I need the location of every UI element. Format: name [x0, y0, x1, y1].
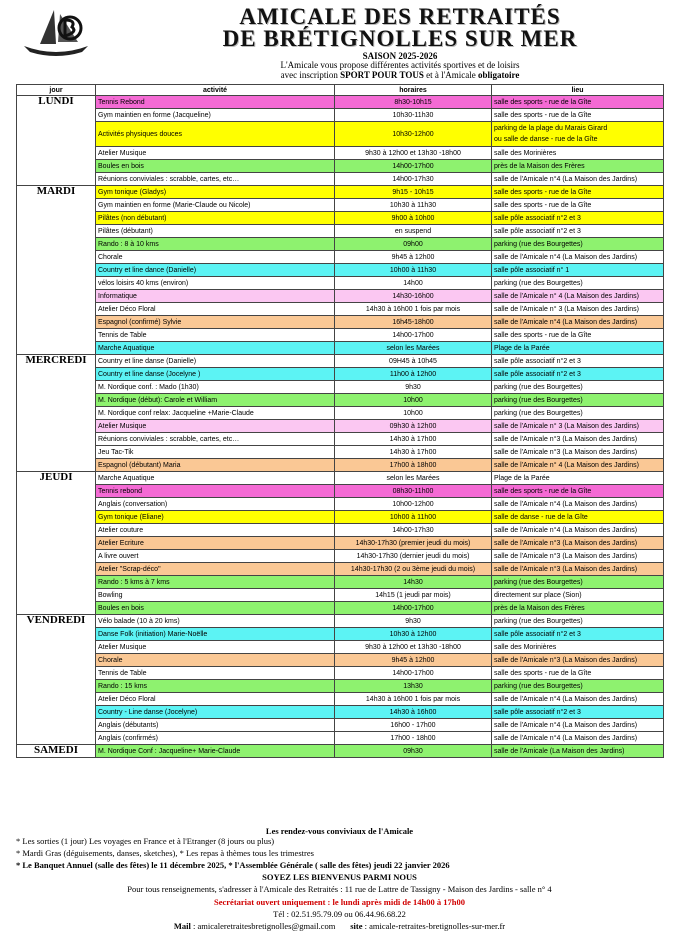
welcome: SOYEZ LES BIENVENUS PARMI NOUS: [262, 872, 417, 882]
intro-text-c: et à l'Amicale: [423, 70, 478, 80]
location-cell: salle de l'Amicale n° 4 (La Maison des Jardins): [492, 459, 664, 472]
time-cell: 09h30 à 12h00: [335, 420, 492, 433]
location-cell: parking (rue des Bourgettes): [492, 277, 664, 290]
location-cell: salle de l'Amicale n°4 (La Maison des Jardins): [492, 498, 664, 511]
schedule-body: [17, 96, 664, 758]
intro-obligatoire: obligatoire: [477, 70, 520, 80]
activity-cell: Atelier Ecriture: [96, 537, 335, 550]
activity-cell: Country et line danse (Jocelyne ): [96, 368, 335, 381]
table-row: [17, 641, 664, 654]
location-cell: salle de l'Amicale n°4 (La Maison des Jardins): [492, 732, 664, 745]
day-label: MERCREDI: [17, 355, 96, 472]
location-cell: salle des sports - rue de la Gîte: [492, 186, 664, 199]
table-row: [17, 381, 664, 394]
time-cell: 09h00: [335, 238, 492, 251]
table-header-row: [17, 85, 664, 96]
table-row: [17, 693, 664, 706]
location-cell: salle des Morinières: [492, 147, 664, 160]
time-cell: 16h00 - 17h00: [335, 719, 492, 732]
table-row: [17, 576, 664, 589]
location-cell: parking (rue des Bourgettes): [492, 381, 664, 394]
footer-line-2: * Mardi Gras (déguisements, danses, sketches), * Les repas à thèmes tous les trimestres: [16, 848, 314, 858]
location-cell: salle des sports - rue de la Gîte: [492, 96, 664, 109]
table-row: [17, 160, 664, 173]
time-cell: 9h00 à 10h00: [335, 212, 492, 225]
activity-cell: Activités physiques douces: [96, 122, 335, 147]
activity-cell: Tennis rebond: [96, 485, 335, 498]
activity-cell: Country et line danse (Danielle): [96, 355, 335, 368]
table-row: [17, 277, 664, 290]
time-cell: 9h30: [335, 381, 492, 394]
table-row: [17, 485, 664, 498]
activity-cell: Rando : 5 kms à 7 kms: [96, 576, 335, 589]
time-cell: 10h00 à 11h30: [335, 264, 492, 277]
location-cell: salle de l'Amicale n°4 (La Maison des Jardins): [492, 719, 664, 732]
table-row: [17, 706, 664, 719]
activity-cell: M. Nordique (début): Carole et William: [96, 394, 335, 407]
time-cell: 10h00: [335, 407, 492, 420]
location-cell: salle des sports - rue de la Gîte: [492, 109, 664, 122]
table-row: [17, 96, 664, 109]
activity-cell: Atelier Musique: [96, 641, 335, 654]
table-row: [17, 251, 664, 264]
location-cell: parking (rue des Bourgettes): [492, 238, 664, 251]
location-cell: salle des sports - rue de la Gîte: [492, 667, 664, 680]
time-cell: 14h30 à 16h00 1 fois par mois: [335, 693, 492, 706]
time-cell: 13h30: [335, 680, 492, 693]
time-cell: 14h00-17h30: [335, 173, 492, 186]
location-cell: salle de l'Amicale n°3 (La Maison des Jardins): [492, 537, 664, 550]
table-row: [17, 355, 664, 368]
activity-cell: Gym maintien en forme (Jacqueline): [96, 109, 335, 122]
activity-cell: Jeu Tac-Tik: [96, 446, 335, 459]
location-cell: salle de l'Amicale n°4 (La Maison des Jardins): [492, 173, 664, 186]
location-cell: Plage de la Parée: [492, 472, 664, 485]
intro-sport: SPORT POUR TOUS: [340, 70, 424, 80]
time-cell: 17h00 à 18h00: [335, 459, 492, 472]
time-cell: 10h30-11h30: [335, 109, 492, 122]
table-row: [17, 628, 664, 641]
activity-cell: Réunions conviviales : scrabble, cartes, etc…: [96, 173, 335, 186]
table-row: [17, 745, 664, 758]
time-cell: 14h30-17h30 (premier jeudi du mois): [335, 537, 492, 550]
contact-line: [16, 921, 663, 931]
time-cell: 11h00 à 12h00: [335, 368, 492, 381]
table-row: [17, 122, 664, 147]
rdv-title: Les rendez-vous conviviaux de l'Amicale: [265, 826, 414, 836]
table-row: [17, 303, 664, 316]
location-line: ou salle de danse - rue de la Gîte: [494, 136, 598, 143]
table-row: [17, 420, 664, 433]
location-cell: directement sur place (Sion): [492, 589, 664, 602]
time-cell: 14h00-17h30: [335, 524, 492, 537]
activity-cell: Bowling: [96, 589, 335, 602]
footer-line-1: * Les sorties (1 jour) Les voyages en France et à l'Etranger (8 jours ou plus): [16, 836, 275, 846]
activity-cell: Atelier couture: [96, 524, 335, 537]
location-cell: salle des Morinières: [492, 641, 664, 654]
title-line-2: DE BRÉTIGNOLLES SUR MER: [222, 26, 578, 51]
time-cell: 14h30 à 16h00 1 fois par mois: [335, 303, 492, 316]
activity-cell: vélos loisirs 40 kms (environ): [96, 277, 335, 290]
location-cell: salle de l'Amicale n° 3 (La Maison des Jardins): [492, 303, 664, 316]
time-cell: 14h00-17h00: [335, 160, 492, 173]
activity-cell: Rando : 15 kms: [96, 680, 335, 693]
activity-cell: Chorale: [96, 654, 335, 667]
table-row: [17, 524, 664, 537]
time-cell: 14h15 (1 jeudi par mois): [335, 589, 492, 602]
table-row: [17, 147, 664, 160]
table-row: [17, 472, 664, 485]
activity-cell: Anglais (conversation): [96, 498, 335, 511]
location-cell: salle pôle associatif n°2 et 3: [492, 706, 664, 719]
day-label: MARDI: [17, 186, 96, 355]
activity-cell: Atelier Déco Floral: [96, 303, 335, 316]
location-cell: près de la Maison des Frères: [492, 160, 664, 173]
time-cell: 14h00-17h00: [335, 667, 492, 680]
table-row: [17, 212, 664, 225]
location-cell: salle de l'Amicale n° 4 (La Maison des Jardins): [492, 290, 664, 303]
time-cell: 14h30-17h30 (dernier jeudi du mois): [335, 550, 492, 563]
footer-line-3: * Le Banquet Annuel (salle des fêtes) le 11 décembre 2025, * l'Assemblée Générale ( salle des fêtes) jeudi 22 janvier 2026: [16, 860, 450, 870]
time-cell: 14h30 à 17h00: [335, 433, 492, 446]
activity-cell: Atelier Déco Floral: [96, 693, 335, 706]
table-row: [17, 109, 664, 122]
time-cell: 16h45-18h00: [335, 316, 492, 329]
time-cell: 9h30 à 12h00 et 13h30 -18h00: [335, 147, 492, 160]
time-cell: 08h30-11h00: [335, 485, 492, 498]
header-jour: jour: [17, 85, 96, 96]
table-row: [17, 290, 664, 303]
activity-cell: Rando : 8 à 10 kms: [96, 238, 335, 251]
time-cell: 10h30-12h00: [335, 122, 492, 147]
activity-cell: Marche Aquatique: [96, 472, 335, 485]
activity-cell: Country - Line danse (Jocelyne): [96, 706, 335, 719]
location-line: parking de la plage du Marais Girard: [494, 125, 608, 132]
table-row: [17, 732, 664, 745]
table-row: [17, 498, 664, 511]
activity-cell: Boules en bois: [96, 602, 335, 615]
season: SAISON 2025-2026: [362, 51, 438, 61]
table-row: [17, 719, 664, 732]
activity-cell: Gym tonique (Eliane): [96, 511, 335, 524]
time-cell: 14h30-17h30 (2 ou 3ème jeudi du mois): [335, 563, 492, 576]
location-cell: salle de l'Amicale n°4 (La Maison des Jardins): [492, 693, 664, 706]
table-row: [17, 537, 664, 550]
time-cell: 8h30-10h15: [335, 96, 492, 109]
table-row: [17, 433, 664, 446]
header-lieu: lieu: [492, 85, 664, 96]
time-cell: en suspend: [335, 225, 492, 238]
time-cell: 14h30: [335, 576, 492, 589]
intro-line-2: [130, 70, 670, 80]
time-cell: 10h00: [335, 394, 492, 407]
location-cell: parking (rue des Bourgettes): [492, 615, 664, 628]
activity-cell: Pilâtes (débutant): [96, 225, 335, 238]
table-row: [17, 342, 664, 355]
day-label: LUNDI: [17, 96, 96, 186]
time-cell: 14h00: [335, 277, 492, 290]
location-cell: parking (rue des Bourgettes): [492, 407, 664, 420]
location-cell: salle de danse - rue de la Gîte: [492, 511, 664, 524]
location-cell: [492, 122, 664, 147]
activity-cell: M. Nordique conf. : Mado (1h30): [96, 381, 335, 394]
table-row: [17, 602, 664, 615]
table-row: [17, 173, 664, 186]
time-cell: 09h30: [335, 745, 492, 758]
location-cell: salle pôle associatif n°2 et 3: [492, 212, 664, 225]
time-cell: 9h45 à 12h00: [335, 654, 492, 667]
activity-cell: M. Nordique Conf : Jacqueline+ Marie-Claude: [96, 745, 335, 758]
activity-cell: Réunions conviviales : scrabble, cartes, etc…: [96, 433, 335, 446]
location-cell: salle de l'Amicale n°3 (La Maison des Jardins): [492, 563, 664, 576]
activity-cell: Vélo balade (10 à 20 kms): [96, 615, 335, 628]
time-cell: 9h30 à 12h00 et 13h30 -18h00: [335, 641, 492, 654]
table-row: [17, 225, 664, 238]
time-cell: 10h30 à 11h30: [335, 199, 492, 212]
location-cell: parking (rue des Bourgettes): [492, 576, 664, 589]
location-cell: salle pôle associatif n°2 et 3: [492, 368, 664, 381]
location-cell: salle pôle associatif n°2 et 3: [492, 355, 664, 368]
location-cell: salle de l'Amicale n° 3 (La Maison des Jardins): [492, 420, 664, 433]
table-row: [17, 446, 664, 459]
location-cell: parking (rue des Bourgettes): [492, 680, 664, 693]
activity-cell: Anglais (débutants): [96, 719, 335, 732]
location-cell: près de la Maison des Frères: [492, 602, 664, 615]
amicale-logo: [20, 6, 92, 58]
activity-cell: Boules en bois: [96, 160, 335, 173]
activity-cell: Tennis Rebond: [96, 96, 335, 109]
day-label: SAMEDI: [17, 745, 96, 758]
time-cell: 10h00-12h00: [335, 498, 492, 511]
time-cell: 14h30 à 16h00: [335, 706, 492, 719]
secretariat-line: Secrétariat ouvert uniquement : le lundi après midi de 14h00 à 17h00: [214, 897, 465, 907]
location-cell: salle pôle associatif n°2 et 3: [492, 628, 664, 641]
location-cell: salle de l'Amicale n°3 (La Maison des Jardins): [492, 550, 664, 563]
mail-address[interactable]: : amicaleretraitesbretignolles@gmail.com: [190, 921, 336, 931]
time-cell: 14h30-16h00: [335, 290, 492, 303]
info-line: Pour tous renseignements, s'adresser à l'Amicale des Retraités : 11 rue de Lattre de Tassigny - Maison des Jardins - salle n° 4: [127, 884, 552, 894]
activity-cell: Chorale: [96, 251, 335, 264]
time-cell: 9h45 à 12h00: [335, 251, 492, 264]
table-row: [17, 264, 664, 277]
day-label: JEUDI: [17, 472, 96, 615]
table-row: [17, 550, 664, 563]
table-row: [17, 238, 664, 251]
activity-cell: Danse Folk (initiation) Marie-Noëlle: [96, 628, 335, 641]
location-cell: salle pôle associatif n°2 et 3: [492, 225, 664, 238]
header-horaires: horaires: [335, 85, 492, 96]
table-row: [17, 511, 664, 524]
table-row: [17, 199, 664, 212]
activity-cell: Gym tonique (Gladys): [96, 186, 335, 199]
table-row: [17, 589, 664, 602]
time-cell: selon les Marées: [335, 342, 492, 355]
location-cell: salle des sports - rue de la Gîte: [492, 199, 664, 212]
time-cell: 14h00-17h00: [335, 329, 492, 342]
time-cell: 14h00-17h00: [335, 602, 492, 615]
location-cell: salle des sports - rue de la Gîte: [492, 329, 664, 342]
intro-text-a: avec inscription: [280, 70, 341, 80]
time-cell: 17h00 - 18h00: [335, 732, 492, 745]
mail-label: Mail: [173, 921, 191, 931]
time-cell: 09H45 à 10h45: [335, 355, 492, 368]
table-row: [17, 680, 664, 693]
location-cell: salle de l'Amicale (La Maison des Jardins): [492, 745, 664, 758]
activity-cell: Atelier Musique: [96, 420, 335, 433]
site-address[interactable]: : amicale-retraites-bretignolles-sur-mer.fr: [362, 921, 506, 931]
activity-cell: Informatique: [96, 290, 335, 303]
activity-cell: Pilâtes (non débutant): [96, 212, 335, 225]
site-label: site: [350, 921, 363, 931]
activity-cell: Tennis de Table: [96, 667, 335, 680]
activity-cell: Gym maintien en forme (Marie-Claude ou Nicole): [96, 199, 335, 212]
activity-cell: Espagnol (confirmé) Sylvie: [96, 316, 335, 329]
table-row: [17, 615, 664, 628]
activity-cell: Marche Aquatique: [96, 342, 335, 355]
location-cell: salle pôle associatif n° 1: [492, 264, 664, 277]
location-cell: salle de l'Amicale n°4 (La Maison des Jardins): [492, 251, 664, 264]
title-line-1: AMICALE DES RETRAITÉS: [239, 4, 561, 29]
location-cell: salle de l'Amicale n°3 (La Maison des Jardins): [492, 433, 664, 446]
location-cell: parking (rue des Bourgettes): [492, 394, 664, 407]
table-row: [17, 667, 664, 680]
time-cell: selon les Marées: [335, 472, 492, 485]
location-cell: salle de l'Amicale n°4 (La Maison des Jardins): [492, 316, 664, 329]
time-cell: 10h00 à 11h00: [335, 511, 492, 524]
activity-cell: M. Nordique conf relax: Jacqueline +Marie-Claude: [96, 407, 335, 420]
day-label: VENDREDI: [17, 615, 96, 745]
activity-cell: Country et line dance (Danielle): [96, 264, 335, 277]
table-row: [17, 459, 664, 472]
header-activite: activité: [96, 85, 335, 96]
table-row: [17, 368, 664, 381]
activity-cell: Tennis de Table: [96, 329, 335, 342]
time-cell: 14h30 à 17h00: [335, 446, 492, 459]
activity-cell: Atelier Musique: [96, 147, 335, 160]
activity-cell: Espagnol (débutant) Maria: [96, 459, 335, 472]
activity-cell: Atelier "Scrap-déco": [96, 563, 335, 576]
table-row: [17, 563, 664, 576]
location-cell: salle de l'Amicale n°3 (La Maison des Jardins): [492, 654, 664, 667]
table-row: [17, 186, 664, 199]
location-cell: Plage de la Parée: [492, 342, 664, 355]
table-row: [17, 407, 664, 420]
time-cell: 9h30: [335, 615, 492, 628]
location-cell: salle des sports - rue de la Gîte: [492, 485, 664, 498]
activity-cell: A livre ouvert: [96, 550, 335, 563]
location-cell: salle de l'Amicale n°3 (La Maison des Jardins): [492, 446, 664, 459]
table-row: [17, 394, 664, 407]
table-row: [17, 654, 664, 667]
time-cell: 9h15 - 10h15: [335, 186, 492, 199]
intro-line-1: L'Amicale vous propose différentes activités sportives et de loisirs: [280, 60, 520, 70]
tel-line: Tél : 02.51.95.79.09 ou 06.44.96.68.22: [273, 909, 406, 919]
location-cell: salle de l'Amicale n°4 (La Maison des Jardins): [492, 524, 664, 537]
activity-cell: Anglais (confirmés): [96, 732, 335, 745]
time-cell: 10h30 à 12h00: [335, 628, 492, 641]
schedule-table: [16, 84, 664, 758]
table-row: [17, 316, 664, 329]
table-row: [17, 329, 664, 342]
